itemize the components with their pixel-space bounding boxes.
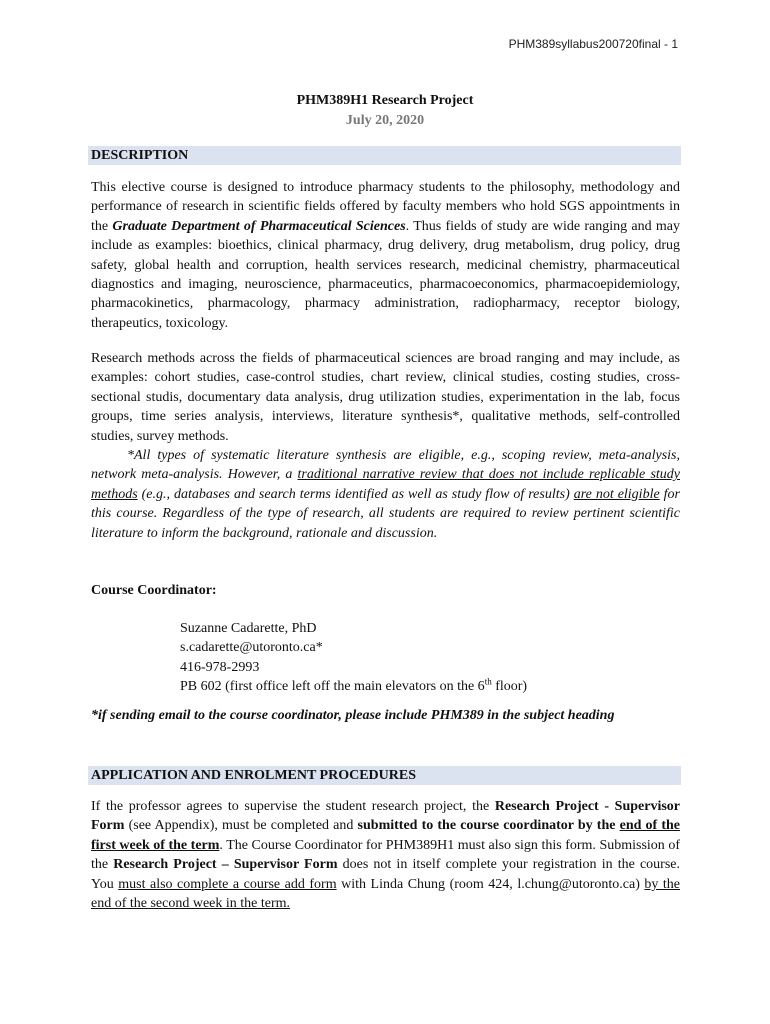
description-paragraph-2: Research methods across the fields of pharmaceutical sciences are broad ranging and may include, as examples: cohort studies, case-control studies, chart review, clinical studies, costing studies, cross-sectional studis, documentary data analysis, drug utilization studies, experimentation in the lab, focus groups, time series analysis, interviews, literature synthesis*, qualitative methods, self-controlled studies, survey methods. (91, 351, 680, 444)
running-header: PHM389syllabus200720final - 1 (508, 37, 678, 51)
coordinator-label: Course Coordinator: (91, 583, 217, 598)
coordinator-email[interactable]: s.cadarette@utoronto.ca* (180, 640, 323, 656)
coordinator-name: Suzanne Cadarette, PhD (180, 621, 317, 636)
coordinator-contact (180, 619, 527, 697)
coordinator-office: PB 602 (first office left off the main elevators on the 6th floor) (180, 676, 528, 695)
page-title: PHM389H1 Research Project (296, 93, 474, 108)
email-subject-note: *if sending email to the course coordinator, please include PHM389 in the subject heading (91, 708, 615, 723)
description-heading: DESCRIPTION (88, 146, 681, 165)
description-paragraph-1: This elective course is designed to introduce pharmacy students to the philosophy, methodology and performance of research in scientific fields offered by faculty members who hold SGS appointments in the Graduate Department of Pharmaceutical Sciences. Thus fields of study are wide ranging and may include as examples: bioethics, clinical pharmacy, drug delivery, drug metabolism, drug policy, drug safety, global health and corruption, health services research, medicinal chemistry, pharmaceutical diagnostics and imaging, neuroscience, pharmaceutics, pharmacoeconomics, pharmacoepidemiology, pharmacokinetics, pharmacology, pharmacy administration, radiopharmacy, receptor biology, therapeutics, toxicology. (91, 180, 680, 331)
application-heading: APPLICATION AND ENROLMENT PROCEDURES (88, 766, 681, 785)
literature-synthesis-note: *All types of systematic literature synthesis are eligible, e.g., scoping review, meta-analysis, network meta-analysis. However, a traditional narrative review that does not include replicable study methods (e.g., databases and search terms identified as well as study flow of results) are not eligible for this course. Regardless of the type of research, all students are required to review pertinent scientific literature to inform the background, rationale and discussion. (91, 448, 680, 541)
application-paragraph: If the professor agrees to supervise the student research project, the Research Project - Supervisor Form (see Appendix), must be completed and submitted to the course coordinator by the end of the first week of the term. The Course Coordinator for PHM389H1 must also sign this form. Submission of the Research Project – Supervisor Form does not in itself complete your registration in the course. You must also complete a course add form with Linda Chung (room 424, l.chung@utoronto.ca) by the end of the second week in the term. (91, 799, 681, 912)
coordinator-phone: 416-978-2993 (180, 659, 260, 675)
page-date: July 20, 2020 (345, 113, 425, 128)
